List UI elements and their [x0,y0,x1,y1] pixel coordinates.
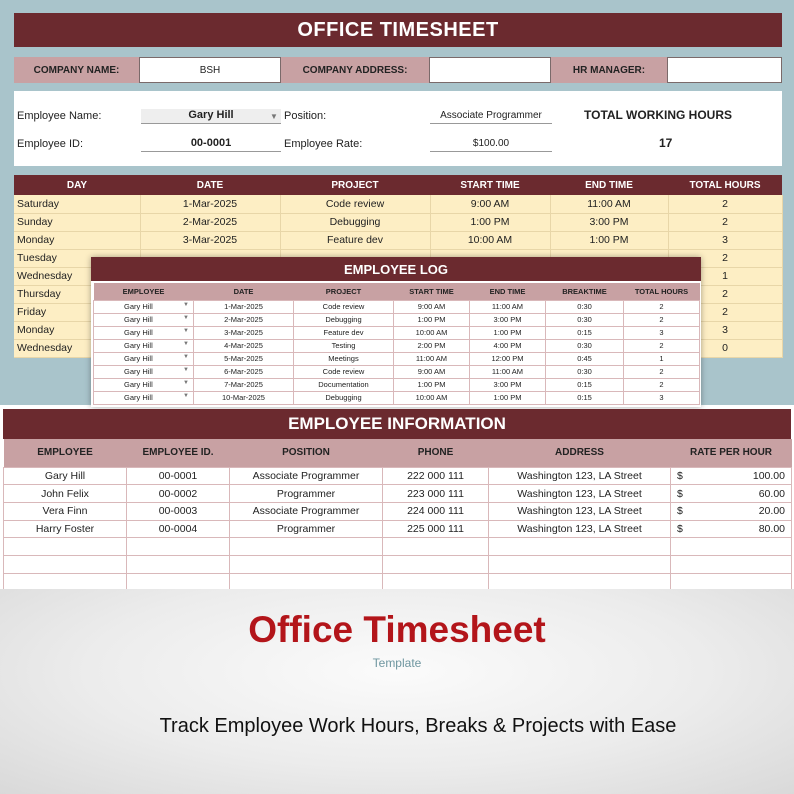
log-cell-text: 7-Mar-2025 [224,380,263,389]
log-cell[interactable] [546,391,624,404]
rate-cell[interactable] [671,467,792,485]
table-cell[interactable]: 3 [668,231,782,249]
rate-value: 80.00 [758,522,785,535]
company-row [14,57,782,83]
log-cell-text: 3:00 PM [493,380,522,389]
log-cell-text: 1:00 PM [417,380,446,389]
employee-cell[interactable]: 224 000 111 [383,502,489,520]
table-cell[interactable]: 0 [668,339,782,357]
log-cell[interactable] [294,378,394,391]
employee-row [4,467,792,485]
log-cell-text: Testing [331,341,356,350]
employee-row [4,485,792,503]
table-cell[interactable]: 1:00 PM [550,231,668,249]
table-cell[interactable]: 2 [668,249,782,267]
log-cell-text: 3:00 PM [493,315,522,324]
employee-row [4,520,792,538]
hr-manager-field[interactable] [667,57,782,83]
log-cell[interactable] [294,326,394,339]
log-cell[interactable] [470,339,546,352]
log-cell[interactable] [194,326,294,339]
log-cell[interactable] [624,352,700,365]
promo-subtitle: Template [372,656,422,670]
position-field[interactable]: Associate Programmer [430,110,552,124]
table-cell[interactable]: 10:00 AM [430,231,550,249]
log-cell-text: 2 [659,302,664,311]
log-cell-text: 2 [659,380,664,389]
employee-rate-field[interactable]: $100.00 [430,138,552,152]
log-cell-text: 0:15 [577,393,592,402]
rate-value: 60.00 [758,487,785,500]
empty-cell[interactable] [4,555,127,573]
table-cell[interactable]: 2 [668,213,782,231]
log-cell-text: Feature dev [323,328,364,337]
log-cell[interactable] [194,300,294,313]
log-cell-text: 1 [659,354,664,363]
log-cell[interactable] [294,300,394,313]
log-employee-select[interactable] [94,378,194,391]
log-cell[interactable] [546,378,624,391]
empty-cell[interactable] [230,555,383,573]
log-employee-select[interactable] [94,313,194,326]
promo-banner [0,589,794,794]
log-cell-text: 2 [659,315,664,324]
company-address-field[interactable] [429,57,551,83]
log-cell-text: 9:00 AM [417,302,446,311]
log-cell-text: 2 [659,367,664,376]
employee-cell[interactable]: Washington 123, LA Street [489,485,671,503]
table-cell[interactable]: 11:00 AM [550,195,668,213]
log-cell-text: 0:30 [577,341,592,350]
employee-cell[interactable]: Associate Programmer [230,502,383,520]
log-cell[interactable] [546,365,624,378]
log-employee-select[interactable] [94,391,194,404]
employee-header: RATE PER HOUR [671,439,792,467]
employee-header: EMPLOYEE ID. [127,439,230,467]
employee-cell[interactable]: Washington 123, LA Street [489,520,671,538]
log-header: DATE [194,283,294,300]
employee-rate-label: Employee Rate: [284,138,363,150]
log-cell[interactable] [194,365,294,378]
log-row [94,352,700,365]
day-table-header: START TIME [430,175,550,195]
currency-symbol: $ [677,487,683,500]
log-cell-text: 2 [659,341,664,350]
day-table-header: TOTAL HOURS [668,175,782,195]
log-cell-text: 10:00 AM [415,328,448,337]
log-cell[interactable] [546,339,624,352]
log-cell[interactable] [470,300,546,313]
employee-log-panel [91,257,701,407]
log-cell[interactable] [470,352,546,365]
chevron-down-icon[interactable]: ▼ [183,392,189,399]
log-cell[interactable] [194,352,294,365]
log-cell[interactable] [194,339,294,352]
employee-header: EMPLOYEE [4,439,127,467]
empty-cell[interactable] [127,555,230,573]
log-cell-text: Documentation [318,380,369,389]
table-cell[interactable]: 1:00 PM [430,213,550,231]
log-cell-text: Code review [322,302,365,311]
log-cell-text: 0:30 [577,315,592,324]
currency-symbol: $ [677,522,683,535]
employee-cell[interactable]: 223 000 111 [383,485,489,503]
table-cell[interactable]: 1 [668,267,782,285]
chevron-down-icon[interactable]: ▼ [270,112,278,121]
log-cell-text: Gary Hill [124,302,153,311]
employee-cell[interactable]: Associate Programmer [230,467,383,485]
log-cell[interactable] [624,378,700,391]
log-cell[interactable] [470,326,546,339]
company-name-label: COMPANY NAME: [14,57,139,83]
employee-cell[interactable]: Gary Hill [4,467,127,485]
log-cell-text: Gary Hill [124,328,153,337]
log-header: TOTAL HOURS [624,283,700,300]
log-cell[interactable] [470,391,546,404]
log-employee-select[interactable] [94,300,194,313]
total-working-hours-label: TOTAL WORKING HOURS [584,108,732,122]
empty-row [4,555,792,573]
table-cell[interactable]: 2 [668,285,782,303]
sheet-title: OFFICE TIMESHEET [14,13,782,47]
log-cell[interactable] [394,378,470,391]
log-cell[interactable] [470,313,546,326]
log-cell[interactable] [194,391,294,404]
log-employee-select[interactable] [94,352,194,365]
log-cell-text: 0:15 [577,328,592,337]
log-employee-select[interactable] [94,339,194,352]
day-cell: Wednesday [14,339,140,357]
position-label: Position: [284,110,327,122]
log-cell-text: 1:00 PM [417,315,446,324]
hr-manager-label: HR MANAGER: [551,57,667,83]
log-cell[interactable] [624,313,700,326]
log-cell[interactable] [394,313,470,326]
company-address-label: COMPANY ADDRESS: [281,57,429,83]
table-cell[interactable]: Debugging [280,213,430,231]
employee-cell[interactable]: 00-0004 [127,520,230,538]
log-row [94,300,700,313]
employee-info-panel [14,91,782,166]
rate-cell[interactable] [671,485,792,503]
log-cell-text: 4-Mar-2025 [224,341,263,350]
empty-cell[interactable] [230,538,383,556]
log-cell-text: 12:00 PM [491,354,524,363]
empty-cell[interactable] [671,555,792,573]
log-cell[interactable] [294,339,394,352]
table-row [14,213,782,231]
log-cell-text: Gary Hill [124,367,153,376]
log-cell-text: 6-Mar-2025 [224,367,263,376]
log-row [94,339,700,352]
log-employee-select[interactable] [94,365,194,378]
employee-id-field[interactable]: 00-0001 [141,137,281,152]
log-cell-text: 11:00 AM [491,367,524,376]
log-row [94,313,700,326]
log-cell[interactable] [546,313,624,326]
chevron-down-icon[interactable]: ▼ [183,314,189,321]
employee-cell[interactable]: 00-0001 [127,467,230,485]
log-cell[interactable] [624,391,700,404]
employee-row [4,502,792,520]
log-cell[interactable] [394,365,470,378]
employee-header: PHONE [383,439,489,467]
log-cell[interactable] [194,378,294,391]
log-row [94,365,700,378]
empty-cell[interactable] [4,538,127,556]
log-cell-text: Gary Hill [124,380,153,389]
promo-title: Office Timesheet [248,609,546,650]
log-cell[interactable] [470,378,546,391]
log-cell[interactable] [470,365,546,378]
total-working-hours-value: 17 [659,136,673,150]
empty-cell[interactable] [489,538,671,556]
day-cell: Monday [14,321,140,339]
employee-id-label: Employee ID: [17,138,84,150]
log-cell-text: 2:00 PM [417,341,446,350]
empty-cell[interactable] [127,538,230,556]
log-cell-text: 10-Mar-2025 [222,393,265,402]
empty-cell[interactable] [383,538,489,556]
company-name-field[interactable]: BSH [139,57,281,83]
day-cell: Friday [14,303,140,321]
log-cell-text: 3 [659,328,664,337]
employee-cell[interactable]: Washington 123, LA Street [489,467,671,485]
log-cell-text: Gary Hill [124,354,153,363]
table-cell[interactable]: 3:00 PM [550,213,668,231]
log-cell-text: Meetings [328,354,359,363]
chevron-down-icon[interactable]: ▼ [183,340,189,347]
log-cell-text: 1:00 PM [493,328,522,337]
day-cell: Thursday [14,285,140,303]
employee-cell[interactable]: 00-0003 [127,502,230,520]
day-table-header: DATE [140,175,280,195]
employee-header: POSITION [230,439,383,467]
table-cell[interactable]: 3 [668,321,782,339]
log-cell[interactable] [294,313,394,326]
log-cell[interactable] [294,365,394,378]
log-cell[interactable] [394,352,470,365]
log-cell[interactable] [624,326,700,339]
log-cell-text: 5-Mar-2025 [224,354,263,363]
table-cell[interactable]: 3-Mar-2025 [140,231,280,249]
log-cell-text: 0:30 [577,302,592,311]
log-cell[interactable] [624,339,700,352]
table-cell[interactable]: Code review [280,195,430,213]
table-row [14,195,782,213]
currency-symbol: $ [677,469,683,482]
log-cell-text: Gary Hill [124,341,153,350]
log-cell[interactable] [624,300,700,313]
log-cell-text: 1:00 PM [493,393,522,402]
log-cell-text: 11:00 AM [415,354,448,363]
empty-cell[interactable] [383,555,489,573]
employee-name-label: Employee Name: [17,110,102,122]
log-cell[interactable] [194,313,294,326]
table-row [14,231,782,249]
log-header: EMPLOYEE [94,283,194,300]
log-cell-text: 1-Mar-2025 [224,302,263,311]
log-cell-text: Debugging [325,315,362,324]
employee-cell[interactable]: 225 000 111 [383,520,489,538]
day-cell: Wednesday [14,267,140,285]
chevron-down-icon[interactable]: ▼ [183,353,189,360]
log-cell-text: 0:15 [577,380,592,389]
employee-cell[interactable]: John Felix [4,485,127,503]
log-cell[interactable] [394,339,470,352]
employee-cell[interactable]: Programmer [230,520,383,538]
log-cell-text: 2-Mar-2025 [224,315,263,324]
day-table-header: DAY [14,175,140,195]
log-header: START TIME [394,283,470,300]
log-cell-text: 10:00 AM [415,393,448,402]
day-cell: Tuesday [14,249,140,267]
log-row [94,378,700,391]
log-cell[interactable] [394,300,470,313]
employee-cell[interactable]: Harry Foster [4,520,127,538]
log-cell-text: 11:00 AM [491,302,524,311]
log-cell-text: 0:30 [577,367,592,376]
rate-value: 100.00 [752,469,785,482]
day-cell: Monday [14,231,140,249]
day-table-header: PROJECT [280,175,430,195]
log-cell[interactable] [546,326,624,339]
employee-log-title: EMPLOYEE LOG [91,257,701,281]
log-row [94,326,700,339]
log-cell-text: 9:00 AM [417,367,446,376]
log-header: BREAKTIME [546,283,624,300]
log-employee-select[interactable] [94,326,194,339]
log-cell-text: 3 [659,393,664,402]
day-cell: Sunday [14,213,140,231]
employee-cell[interactable]: 222 000 111 [383,467,489,485]
table-cell[interactable]: 9:00 AM [430,195,550,213]
chevron-down-icon[interactable]: ▼ [183,366,189,373]
day-table-header: END TIME [550,175,668,195]
empty-cell[interactable] [489,555,671,573]
log-cell-text: Gary Hill [124,315,153,324]
chevron-down-icon[interactable]: ▼ [183,327,189,334]
table-cell[interactable]: Feature dev [280,231,430,249]
table-cell[interactable]: 2 [668,303,782,321]
promo-tagline: Track Employee Work Hours, Breaks & Projects with Ease [159,715,677,737]
employee-cell[interactable]: Vera Finn [4,502,127,520]
rate-value: 20.00 [758,505,785,518]
log-cell-text: Debugging [325,393,362,402]
employee-name-select[interactable]: Gary Hill [141,109,281,124]
employee-cell[interactable]: Programmer [230,485,383,503]
log-header: PROJECT [294,283,394,300]
log-cell[interactable] [546,300,624,313]
log-cell[interactable] [394,326,470,339]
table-cell[interactable]: 2 [668,195,782,213]
log-cell[interactable] [394,391,470,404]
log-cell-text: 4:00 PM [493,341,522,350]
log-cell-text: 3-Mar-2025 [224,328,263,337]
rate-cell[interactable] [671,502,792,520]
employee-information-title: EMPLOYEE INFORMATION [3,409,791,439]
empty-row [4,538,792,556]
employee-header: ADDRESS [489,439,671,467]
employee-cell[interactable]: Washington 123, LA Street [489,502,671,520]
log-header: END TIME [470,283,546,300]
log-cell-text: Code review [322,367,365,376]
empty-cell[interactable] [671,538,792,556]
table-cell[interactable]: 2-Mar-2025 [140,213,280,231]
log-cell-text: 0:45 [577,354,592,363]
table-cell[interactable]: 1-Mar-2025 [140,195,280,213]
day-cell: Saturday [14,195,140,213]
employee-cell[interactable]: 00-0002 [127,485,230,503]
log-cell[interactable] [294,352,394,365]
chevron-down-icon[interactable]: ▼ [183,301,189,308]
log-row [94,391,700,404]
chevron-down-icon[interactable]: ▼ [183,379,189,386]
currency-symbol: $ [677,505,683,518]
log-cell[interactable] [546,352,624,365]
log-cell-text: Gary Hill [124,393,153,402]
rate-cell[interactable] [671,520,792,538]
employee-information-sheet [3,409,791,587]
log-cell[interactable] [294,391,394,404]
log-cell[interactable] [624,365,700,378]
